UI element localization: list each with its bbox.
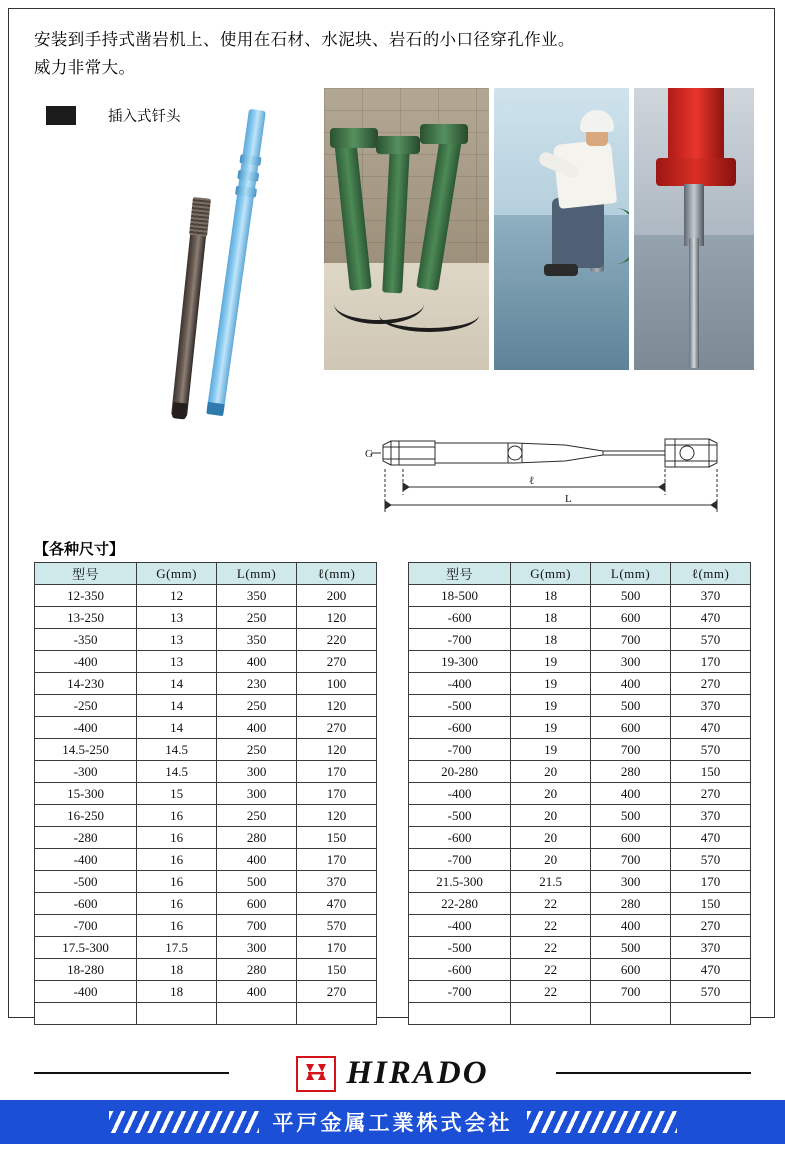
cell-g: 14 [137,695,217,717]
cell-g: 22 [511,937,591,959]
cell-l: 600 [591,959,671,981]
cell-model: 13-250 [35,607,137,629]
photo3-chuck [684,184,704,246]
intro-text [34,26,734,82]
band-slashes-left-icon [109,1111,259,1133]
cell-model: -400 [409,673,511,695]
table-row [35,695,377,717]
cell-g: 14 [137,673,217,695]
spec-table-left [34,562,377,1025]
cell-g: 16 [137,805,217,827]
cell-g: 20 [511,805,591,827]
cell-g: 14.5 [137,761,217,783]
cell-g: 18 [511,585,591,607]
brand-name: HIRADO [346,1055,489,1091]
cell-model: 20-280 [409,761,511,783]
cell-g: 16 [137,827,217,849]
technical-drawing [365,425,725,520]
cell-l: 250 [217,805,297,827]
cell-g: 12 [137,585,217,607]
cell-model: -600 [409,607,511,629]
cell-l: 300 [591,651,671,673]
table-row [35,915,377,937]
table-row [409,673,751,695]
cell-model: 14.5-250 [35,739,137,761]
photo2-worker-legs [552,198,604,268]
cell-l: 300 [217,761,297,783]
dark-drill-rod-image [171,197,210,417]
cell-l: 600 [591,717,671,739]
table-row [409,607,751,629]
cell-model: -400 [35,849,137,871]
cell-model: -700 [409,849,511,871]
cell-l: 400 [591,915,671,937]
table-row [35,827,377,849]
table-row [35,717,377,739]
table-row [35,959,377,981]
cell-l [217,1003,297,1025]
cell-g: 21.5 [511,871,591,893]
table-row [409,739,751,761]
company-name: 平戸金属工業株式会社 [272,1112,513,1135]
column-header-l: L(mm) [217,563,297,585]
column-header-l-small: ℓ(mm) [297,563,377,585]
table-row [35,629,377,651]
spec-table-left-body [35,585,377,1025]
cell-model: -600 [409,717,511,739]
table-row [409,651,751,673]
cell-g [511,1003,591,1025]
cell-l: 600 [217,893,297,915]
cell-g: 13 [137,651,217,673]
cell-model: -700 [409,981,511,1003]
table-header-row [409,563,751,585]
cell-l: 500 [217,871,297,893]
cell-g: 16 [137,915,217,937]
cell-l-small: 470 [671,717,751,739]
cell-g: 17.5 [137,937,217,959]
photo-jackhammers [324,88,489,370]
table-row [35,739,377,761]
cell-l: 700 [591,739,671,761]
cell-l-small: 570 [671,849,751,871]
cell-l-small: 170 [671,651,751,673]
cell-model: 14-230 [35,673,137,695]
cell-g: 13 [137,607,217,629]
cell-g: 16 [137,871,217,893]
cell-l-small: 120 [297,607,377,629]
dark-rod-tip [172,402,188,419]
column-header-model: 型号 [35,563,137,585]
cell-model: -400 [35,981,137,1003]
cell-l-small: 150 [671,893,751,915]
cell-l: 400 [217,651,297,673]
cell-l-small: 370 [671,937,751,959]
cell-l-small: 170 [297,849,377,871]
photo3-drill-rod [689,238,699,368]
cell-l-small [671,1003,751,1025]
table-row [409,915,751,937]
cell-model: 22-280 [409,893,511,915]
cell-l-small: 270 [297,981,377,1003]
table-row [409,783,751,805]
spec-table-left-wrapper [34,562,377,1025]
cell-g: 16 [137,893,217,915]
cell-model [409,1003,511,1025]
cell-l-small: 170 [297,783,377,805]
table-row [409,629,751,651]
drawing-svg [365,425,725,520]
hirado-mark-icon [296,1056,336,1092]
table-row [35,871,377,893]
cell-l: 600 [591,607,671,629]
cell-model: -400 [35,717,137,739]
cell-l: 300 [591,871,671,893]
cell-l: 700 [591,981,671,1003]
cell-l: 500 [591,805,671,827]
cell-l-small: 470 [671,607,751,629]
table-row [35,607,377,629]
table-row [35,893,377,915]
cell-g: 19 [511,651,591,673]
cell-l-small: 370 [671,805,751,827]
cell-model: -500 [409,937,511,959]
cell-model: -700 [409,739,511,761]
cell-l-small: 470 [671,827,751,849]
table-row [35,673,377,695]
table-row [35,761,377,783]
cell-l: 280 [217,959,297,981]
cell-g: 18 [511,607,591,629]
cell-l: 400 [591,783,671,805]
cell-l: 250 [217,695,297,717]
cell-g: 20 [511,849,591,871]
cell-model: -500 [35,871,137,893]
cell-model: -400 [35,651,137,673]
cell-model: -600 [409,959,511,981]
cell-l-small: 570 [671,981,751,1003]
cell-l: 300 [217,937,297,959]
cell-l: 230 [217,673,297,695]
cell-l-small: 120 [297,805,377,827]
cell-g: 22 [511,915,591,937]
table-row [409,827,751,849]
table-row [409,849,751,871]
photo2-worker-boot [544,264,578,276]
drawing-label-l-small: ℓ [529,475,535,487]
cell-l-small: 270 [671,673,751,695]
photo1-tool-head [376,136,420,154]
cell-l-small: 370 [297,871,377,893]
cell-l-small: 470 [671,959,751,981]
cell-g: 20 [511,761,591,783]
photo3-machine-housing [656,158,736,186]
cell-l-small: 170 [297,761,377,783]
drawing-label-g: G [365,448,373,460]
column-header-model: 型号 [409,563,511,585]
table-row [409,805,751,827]
photo1-tool-head [420,124,468,144]
cell-model: 19-300 [409,651,511,673]
cell-model: -700 [35,915,137,937]
cell-model: 18-500 [409,585,511,607]
column-header-g: G(mm) [137,563,217,585]
cell-g: 14 [137,717,217,739]
cell-l-small: 150 [297,827,377,849]
cell-model: -280 [35,827,137,849]
cell-model: 17.5-300 [35,937,137,959]
column-header-l: L(mm) [591,563,671,585]
cell-l: 400 [217,981,297,1003]
cell-model: -500 [409,805,511,827]
table-row [35,805,377,827]
cell-l: 280 [591,761,671,783]
cell-l-small: 270 [671,783,751,805]
table-header-row [35,563,377,585]
cell-l: 350 [217,629,297,651]
intro-line-2: 威力非常大。 [34,59,136,77]
cell-l-small: 470 [297,893,377,915]
cell-l: 500 [591,937,671,959]
blue-rod-tip [206,402,225,416]
cell-l-small [297,1003,377,1025]
intro-line-1: 安装到手持式凿岩机上、使用在石材、水泥块、岩石的小口径穿孔作业。 [34,31,575,49]
cell-l-small: 570 [671,739,751,761]
cell-model: 15-300 [35,783,137,805]
cell-model: 16-250 [35,805,137,827]
cell-l-small: 100 [297,673,377,695]
cell-l [591,1003,671,1025]
table-row [35,1003,377,1025]
spec-table-right-wrapper [408,562,751,1025]
photo1-tool-head [330,128,378,148]
cell-l: 280 [217,827,297,849]
table-row [409,981,751,1003]
cell-g: 16 [137,849,217,871]
cell-l-small: 170 [297,937,377,959]
cell-g: 18 [137,959,217,981]
cell-model: -300 [35,761,137,783]
table-row [409,1003,751,1025]
cell-l: 350 [217,585,297,607]
cell-g: 14.5 [137,739,217,761]
cell-g: 22 [511,981,591,1003]
table-row [35,783,377,805]
cell-l-small: 570 [671,629,751,651]
legend-label: 插入式钎头 [108,109,181,125]
cell-model: -400 [409,783,511,805]
table-row [35,937,377,959]
cell-l-small: 170 [671,871,751,893]
table-row [35,585,377,607]
table-row [409,717,751,739]
table-row [35,651,377,673]
cell-model: -350 [35,629,137,651]
cell-model: -400 [409,915,511,937]
spec-table-right [408,562,751,1025]
cell-l-small: 370 [671,585,751,607]
photo-strip [324,88,754,370]
cell-l: 700 [591,629,671,651]
table-row [409,893,751,915]
cell-l-small: 220 [297,629,377,651]
photo-worker-drilling [494,88,629,370]
column-header-g: G(mm) [511,563,591,585]
cell-model: 21.5-300 [409,871,511,893]
table-row [409,959,751,981]
cell-g: 22 [511,959,591,981]
cell-g: 19 [511,739,591,761]
cell-model: -700 [409,629,511,651]
column-header-l-small: ℓ(mm) [671,563,751,585]
blue-rod-shaft [207,109,266,413]
cell-l-small: 570 [297,915,377,937]
cell-l-small: 270 [297,717,377,739]
cell-l: 500 [591,695,671,717]
cell-l-small: 370 [671,695,751,717]
footer-band [0,1100,785,1144]
cell-model: -250 [35,695,137,717]
cell-l: 250 [217,739,297,761]
cell-g: 13 [137,629,217,651]
table-row [35,849,377,871]
cell-model [35,1003,137,1025]
cell-g: 15 [137,783,217,805]
cell-l: 500 [591,585,671,607]
cell-g: 20 [511,827,591,849]
table-row [409,585,751,607]
photo1-hose [379,298,479,332]
cell-l: 400 [217,717,297,739]
cell-g [137,1003,217,1025]
cell-g: 20 [511,783,591,805]
cell-model: -500 [409,695,511,717]
cell-l-small: 270 [297,651,377,673]
cell-l: 700 [591,849,671,871]
cell-l: 400 [217,849,297,871]
cell-l-small: 150 [297,959,377,981]
table-row [409,937,751,959]
cell-l: 400 [591,673,671,695]
cell-l-small: 150 [671,761,751,783]
cell-g: 19 [511,695,591,717]
brand-logo [0,1055,785,1092]
product-art-area [34,88,754,418]
cell-l: 600 [591,827,671,849]
cell-l-small: 120 [297,739,377,761]
cell-l-small: 120 [297,695,377,717]
drawing-label-l-big: L [565,493,572,505]
cell-l-small: 200 [297,585,377,607]
table-row [409,695,751,717]
spec-table-right-body [409,585,751,1025]
table-row [409,871,751,893]
blue-drill-rod-image [207,109,266,413]
photo-red-machine [634,88,754,370]
cell-g: 18 [137,981,217,1003]
tables-heading: 【各种尺寸】 [34,541,125,558]
cell-model: -600 [409,827,511,849]
cell-model: 18-280 [35,959,137,981]
cell-l-small: 270 [671,915,751,937]
table-row [409,761,751,783]
cell-g: 22 [511,893,591,915]
dark-rod-knurl [189,197,211,237]
cell-l: 280 [591,893,671,915]
cell-l: 700 [217,915,297,937]
table-row [35,981,377,1003]
cell-l: 250 [217,607,297,629]
cell-model: 12-350 [35,585,137,607]
cell-g: 19 [511,673,591,695]
cell-g: 18 [511,629,591,651]
cell-model: -600 [35,893,137,915]
cell-g: 19 [511,717,591,739]
cell-l: 300 [217,783,297,805]
band-slashes-right-icon [527,1111,677,1133]
